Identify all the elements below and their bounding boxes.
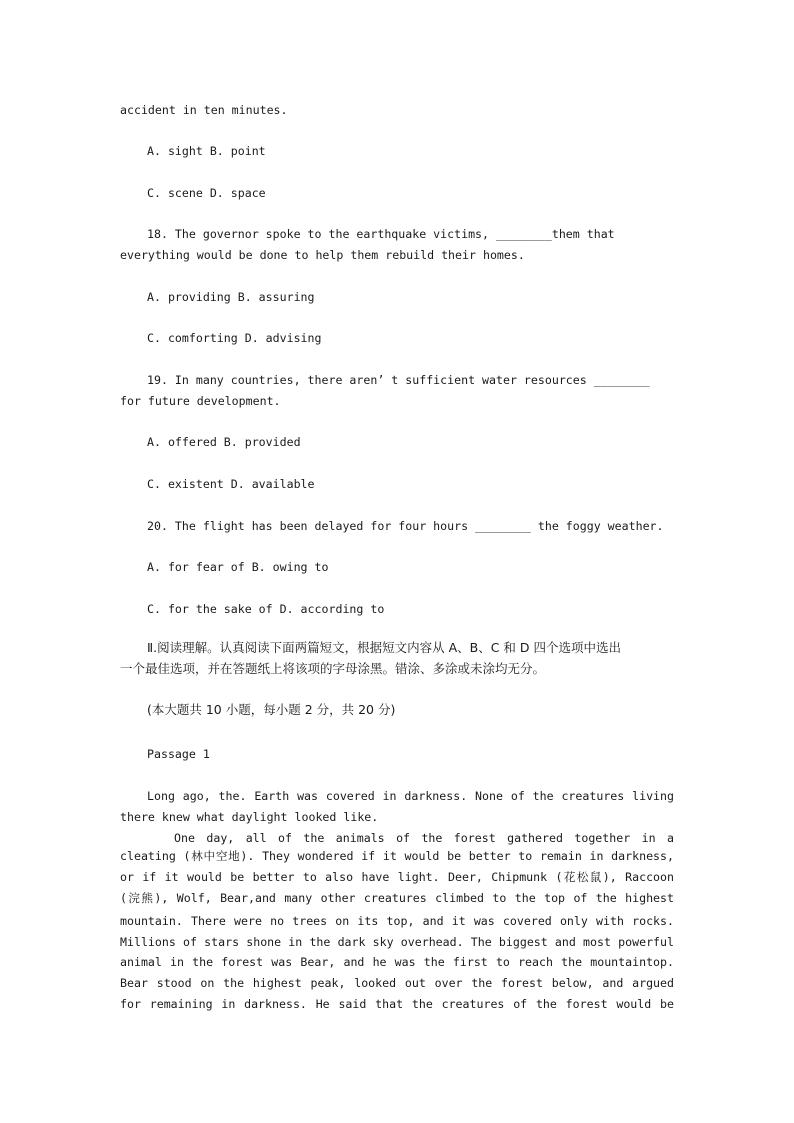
q19-options-ab: A. offered B. provided xyxy=(147,435,301,449)
q17-stem-end: accident in ten minutes. xyxy=(120,103,288,117)
passage1-p1-line2: there knew what daylight looked like. xyxy=(120,810,379,824)
passage1-title: Passage 1 xyxy=(147,747,210,761)
passage1-p2-line: animal in the forest was Bear, and he was the first to reach the mountaintop. xyxy=(120,955,674,969)
q18-stem-line1: 18. The governor spoke to the earthquake victims, ________them that xyxy=(147,227,615,241)
section2-instruction-line2: 一个最佳选项，并在答题纸上将该项的字母涂黑。错涂、多涂或未涂均无分。 xyxy=(120,661,546,676)
passage1-p2-line: Millions of stars shone in the dark sky overhead. The biggest and most powerful xyxy=(120,935,674,949)
q20-options-cd: C. for the sake of D. according to xyxy=(147,602,385,616)
passage1-p2-line: or if it would be better to also have light. Deer, Chipmunk (花松鼠), Raccoon xyxy=(120,870,674,884)
q18-options-ab: A. providing B. assuring xyxy=(147,290,315,304)
passage1-p1-line1: Long ago, the. Earth was covered in darkness. None of the creatures living xyxy=(147,789,674,803)
passage1-p2-line: mountain. There were no trees on its top, and it was covered only with rocks. xyxy=(120,914,674,928)
q17-options-ab: A. sight B. point xyxy=(147,144,266,158)
q19-options-cd: C. existent D. available xyxy=(147,477,315,491)
q19-stem-line1: 19. In many countries, there aren’ t sufficient water resources ________ xyxy=(147,373,650,387)
passage1-p2-line: One day, all of the animals of the forest gathered together in a xyxy=(174,831,674,845)
passage1-p2-line: for remaining in darkness. He said that the creatures of the forest would be xyxy=(120,997,674,1011)
passage1-p2-line: (浣熊), Wolf, Bear,and many other creatures climbed to the top of the highest xyxy=(120,891,674,905)
q17-options-cd: C. scene D. space xyxy=(147,186,266,200)
q18-options-cd: C. comforting D. advising xyxy=(147,331,322,345)
q18-stem-line2: everything would be done to help them rebuild their homes. xyxy=(120,248,525,262)
section2-instruction-line1: Ⅱ.阅读理解。认真阅读下面两篇短文，根据短文内容从 A、B、C 和 D 四个选项中选出 xyxy=(147,640,622,655)
passage1-p2-line: cleating (林中空地). They wondered if it would be better to remain in darkness, xyxy=(120,849,674,863)
passage1-p2-line: Bear stood on the highest peak, looked out over the forest below, and argued xyxy=(120,976,674,990)
section2-scoring: (本大题共 10 小题，每小题 2 分，共 20 分) xyxy=(147,702,396,717)
q20-options-ab: A. for fear of B. owing to xyxy=(147,560,329,574)
q20-stem: 20. The flight has been delayed for four hours ________ the foggy weather. xyxy=(147,519,664,533)
q19-stem-line2: for future development. xyxy=(120,394,281,408)
